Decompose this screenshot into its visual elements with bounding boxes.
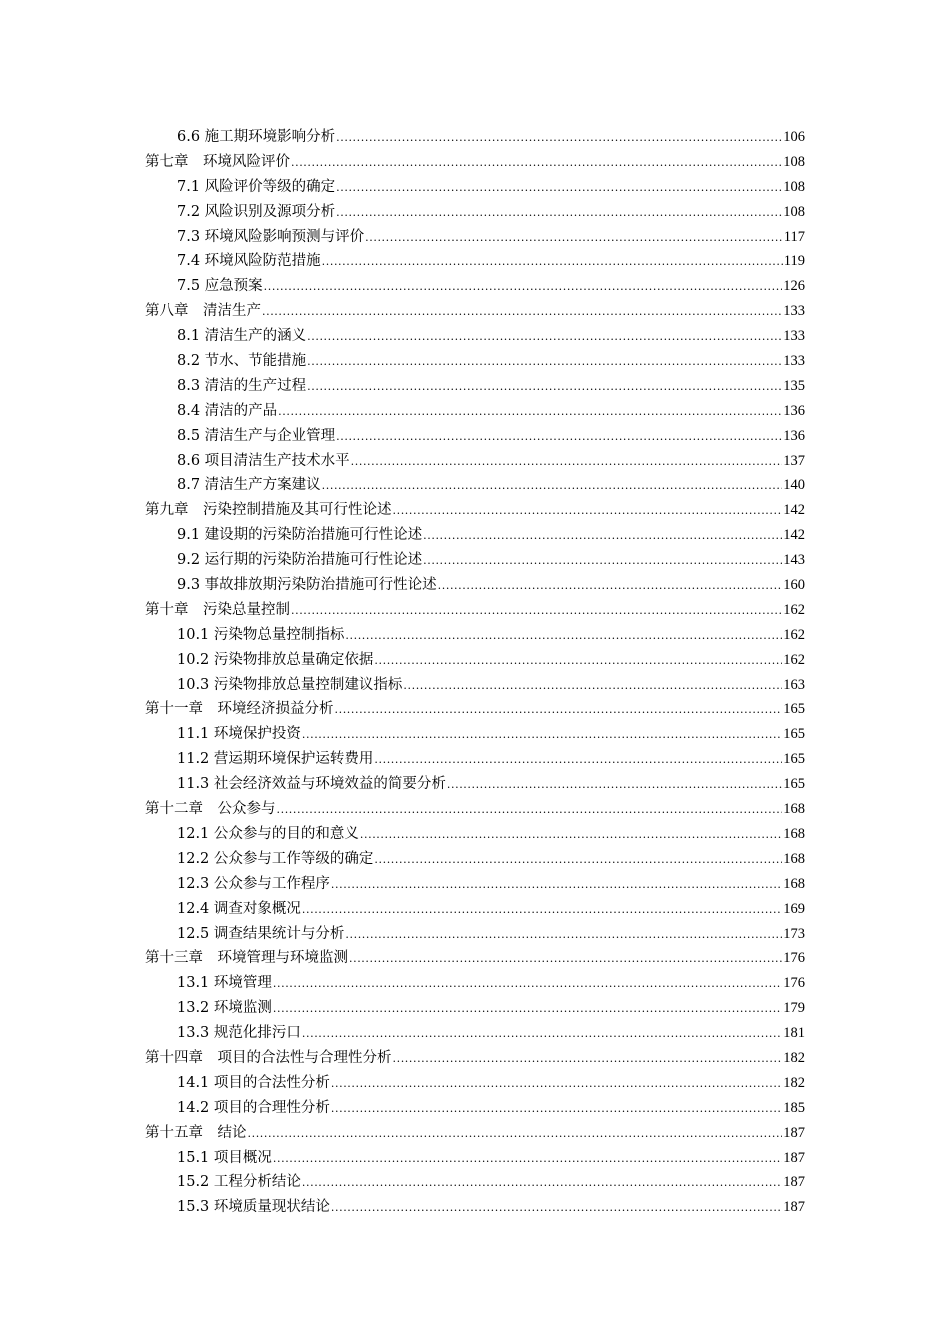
toc-entry-title: 7.2 风险识别及源项分析 [177, 203, 336, 220]
toc-section-entry[interactable] [145, 349, 805, 374]
toc-entry-title: 7.5 应急预案 [177, 278, 263, 295]
toc-entry-title: 11.1 环境保护投资 [177, 726, 301, 743]
toc-dot-leader [393, 499, 783, 524]
toc-dot-leader [264, 275, 783, 300]
toc-page-number: 133 [783, 303, 805, 320]
toc-page-number: 108 [783, 203, 805, 220]
toc-page-number: 133 [783, 353, 805, 370]
toc-section-entry[interactable] [145, 623, 805, 648]
toc-entry-title: 11.3 社会经济效益与环境效益的简要分析 [177, 776, 446, 793]
toc-dot-leader [336, 176, 782, 201]
toc-dot-leader [374, 649, 782, 674]
toc-entry-title: 8.2 节水、节能措施 [177, 353, 307, 370]
toc-entry-title: 第七章 环境风险评价 [145, 153, 290, 170]
toc-entry-title: 9.1 建设期的污染防治措施可行性论述 [177, 527, 423, 544]
toc-chapter-entry[interactable] [145, 299, 805, 324]
toc-entry-title: 9.3 事故排放期污染防治措施可行性论述 [177, 577, 437, 594]
toc-page-number: 162 [783, 626, 805, 643]
toc-page-number: 182 [783, 1049, 805, 1066]
toc-dot-leader [278, 400, 782, 425]
toc-entry-title: 第十五章 结论 [145, 1124, 247, 1141]
toc-dot-leader [345, 923, 782, 948]
toc-dot-leader [336, 425, 782, 450]
toc-section-entry[interactable] [145, 548, 805, 573]
toc-entry-title: 11.2 营运期环境保护运转费用 [177, 751, 374, 768]
toc-dot-leader [307, 350, 782, 375]
toc-page-number: 106 [783, 129, 805, 145]
toc-page-number: 162 [783, 601, 805, 618]
toc-entry-title: 7.3 环境风险影响预测与评价 [177, 228, 365, 245]
toc-dot-leader [322, 474, 783, 499]
toc-dot-leader [302, 723, 782, 748]
toc-entry-title: 7.4 环境风险防范措施 [177, 253, 321, 270]
toc-page-number: 133 [783, 328, 805, 345]
toc-dot-leader [374, 748, 782, 773]
toc-page-number: 160 [783, 577, 805, 594]
toc-entry-title: 第十四章 项目的合法性与合理性分析 [145, 1049, 392, 1066]
toc-entry-title: 第十三章 环境管理与环境监测 [145, 950, 348, 967]
toc-page-number: 126 [783, 278, 805, 295]
toc-page-number: 187 [783, 1174, 805, 1191]
toc-entry-title: 8.7 清洁生产方案建议 [177, 477, 321, 494]
toc-page-number: 165 [783, 701, 805, 718]
toc-dot-leader [331, 1072, 782, 1097]
toc-section-entry[interactable] [145, 1146, 805, 1171]
toc-entry-title: 15.3 环境质量现状结论 [177, 1199, 330, 1216]
toc-dot-leader [322, 250, 783, 275]
toc-dot-leader [302, 898, 782, 923]
toc-section-entry[interactable] [145, 922, 805, 947]
toc-section-entry[interactable] [145, 274, 805, 299]
toc-page-number: 135 [783, 377, 805, 394]
toc-dot-leader [273, 972, 782, 997]
toc-entry-title: 14.1 项目的合法性分析 [177, 1074, 330, 1091]
toc-section-entry[interactable] [145, 648, 805, 673]
toc-entry-title: 13.1 环境管理 [177, 975, 272, 992]
toc-page-number: 185 [783, 1099, 805, 1116]
toc-entry-title: 第九章 污染控制措施及其可行性论述 [145, 502, 392, 519]
toc-entry-title: 12.2 公众参与工作等级的确定 [177, 850, 374, 867]
toc-entry-title: 10.1 污染物总量控制指标 [177, 626, 345, 643]
toc-entry-title: 12.4 调查对象概况 [177, 900, 301, 917]
toc-page-number: 187 [783, 1124, 805, 1141]
toc-page-number: 163 [783, 676, 805, 693]
toc-dot-leader [277, 798, 783, 823]
toc-section-entry[interactable] [145, 175, 805, 200]
toc-entry-title: 第八章 清洁生产 [145, 303, 261, 320]
toc-chapter-entry[interactable] [145, 1121, 805, 1146]
toc-section-entry[interactable] [145, 573, 805, 598]
toc-page-number: 168 [783, 825, 805, 842]
toc-dot-leader [307, 325, 782, 350]
toc-dot-leader [403, 674, 782, 699]
toc-entry-title: 12.3 公众参与工作程序 [177, 875, 330, 892]
toc-page-number: 142 [783, 527, 805, 544]
toc-dot-leader [393, 1047, 783, 1072]
toc-page-number: 142 [783, 502, 805, 519]
toc-dot-leader [331, 1097, 782, 1122]
toc-entry-title: 15.1 项目概况 [177, 1149, 272, 1166]
toc-section-entry[interactable] [145, 996, 805, 1021]
toc-section-entry[interactable] [145, 473, 805, 498]
toc-entry-title: 9.2 运行期的污染防治措施可行性论述 [177, 552, 423, 569]
toc-dot-leader [349, 947, 782, 972]
toc-section-entry[interactable] [145, 523, 805, 548]
toc-dot-leader [262, 300, 782, 325]
toc-section-entry[interactable] [145, 673, 805, 698]
toc-page-number: 117 [783, 228, 805, 245]
toc-dot-leader [331, 1196, 782, 1221]
toc-page-number: 137 [783, 452, 805, 469]
toc-page-number: 165 [783, 776, 805, 793]
toc-page-number: 181 [783, 1025, 805, 1042]
toc-dot-leader [345, 624, 782, 649]
toc-dot-leader [302, 1171, 782, 1196]
toc-section-entry[interactable] [145, 1021, 805, 1046]
toc-entry-title: 12.5 调查结果统计与分析 [177, 925, 345, 942]
toc-dot-leader [331, 873, 782, 898]
toc-page-number: 173 [783, 925, 805, 942]
toc-section-entry[interactable] [145, 424, 805, 449]
toc-entry-title: 10.3 污染物排放总量控制建议指标 [177, 676, 403, 693]
toc-dot-leader [423, 549, 782, 574]
toc-dot-leader [336, 126, 782, 151]
toc-dot-leader [374, 848, 782, 873]
toc-dot-leader [336, 201, 782, 226]
toc-chapter-entry[interactable] [145, 946, 805, 971]
toc-entry-title: 第十一章 环境经济损益分析 [145, 701, 334, 718]
toc-page-number: 168 [783, 875, 805, 892]
toc-entry-title: 8.5 清洁生产与企业管理 [177, 427, 336, 444]
toc-section-entry[interactable] [145, 1071, 805, 1096]
toc-entry-title: 7.1 风险评价等级的确定 [177, 178, 336, 195]
toc-section-entry[interactable] [145, 249, 805, 274]
toc-dot-leader [360, 823, 782, 848]
toc-page-number: 169 [783, 900, 805, 917]
toc-dot-leader [273, 1147, 782, 1172]
toc-section-entry[interactable] [145, 847, 805, 872]
toc-page-number: 108 [783, 153, 805, 170]
toc-dot-leader [438, 574, 783, 599]
toc-section-entry[interactable] [145, 1096, 805, 1121]
toc-dot-leader [291, 599, 782, 624]
toc-entry-title: 第十章 污染总量控制 [145, 601, 290, 618]
toc-page-number: 140 [783, 477, 805, 494]
toc-page-number: 162 [783, 651, 805, 668]
toc-section-entry[interactable] [145, 125, 805, 150]
toc-chapter-entry[interactable] [145, 1046, 805, 1071]
toc-section-entry[interactable] [145, 722, 805, 747]
toc-page-number: 108 [783, 178, 805, 195]
toc-section-entry[interactable] [145, 1195, 805, 1220]
toc-page-number: 119 [783, 253, 805, 270]
toc-entry-title: 8.3 清洁的生产过程 [177, 377, 307, 394]
toc-chapter-entry[interactable] [145, 498, 805, 523]
toc-dot-leader [335, 698, 783, 723]
toc-section-entry[interactable] [145, 399, 805, 424]
toc-section-entry[interactable] [145, 747, 805, 772]
toc-page-number: 179 [783, 1000, 805, 1017]
toc-entry-title: 14.2 项目的合理性分析 [177, 1099, 330, 1116]
toc-entry-title: 6.6 施工期环境影响分析 [177, 129, 336, 145]
toc-dot-leader [273, 997, 782, 1022]
toc-dot-leader [291, 151, 782, 176]
toc-section-entry[interactable] [145, 449, 805, 474]
toc-page-number: 136 [783, 427, 805, 444]
toc-section-entry[interactable] [145, 374, 805, 399]
toc-entry-title: 12.1 公众参与的目的和意义 [177, 825, 359, 842]
toc-page-number: 176 [783, 950, 805, 967]
toc-page-number: 165 [783, 751, 805, 768]
toc-entry-title: 8.1 清洁生产的涵义 [177, 328, 307, 345]
toc-dot-leader [351, 450, 783, 475]
toc-dot-leader [365, 226, 783, 251]
toc-chapter-entry[interactable] [145, 150, 805, 175]
toc-section-entry[interactable] [145, 872, 805, 897]
toc-entry-title: 13.3 规范化排污口 [177, 1025, 301, 1042]
toc-page-number: 187 [783, 1199, 805, 1216]
toc-section-entry[interactable] [145, 200, 805, 225]
toc-page-number: 165 [783, 726, 805, 743]
toc-chapter-entry[interactable] [145, 797, 805, 822]
toc-section-entry[interactable] [145, 971, 805, 996]
toc-chapter-entry[interactable] [145, 598, 805, 623]
toc-page-number: 187 [783, 1149, 805, 1166]
toc-chapter-entry[interactable] [145, 697, 805, 722]
toc-section-entry[interactable] [145, 1170, 805, 1195]
toc-page-number: 176 [783, 975, 805, 992]
toc-dot-leader [248, 1122, 783, 1147]
toc-section-entry[interactable] [145, 772, 805, 797]
toc-page-number: 182 [783, 1074, 805, 1091]
toc-section-entry[interactable] [145, 897, 805, 922]
toc-entry-title: 10.2 污染物排放总量确定依据 [177, 651, 374, 668]
toc-dot-leader [447, 773, 782, 798]
toc-section-entry[interactable] [145, 822, 805, 847]
toc-dot-leader [423, 524, 782, 549]
toc-entry-title: 8.4 清洁的产品 [177, 402, 278, 419]
table-of-contents [145, 125, 805, 1220]
toc-entry-title: 第十二章 公众参与 [145, 801, 276, 818]
toc-page-number: 136 [783, 402, 805, 419]
toc-entry-title: 13.2 环境监测 [177, 1000, 272, 1017]
toc-section-entry[interactable] [145, 324, 805, 349]
toc-page-number: 168 [783, 801, 805, 818]
toc-entry-title: 8.6 项目清洁生产技术水平 [177, 452, 350, 469]
toc-page-number: 143 [783, 552, 805, 569]
toc-page-number: 168 [783, 850, 805, 867]
toc-section-entry[interactable] [145, 225, 805, 250]
toc-dot-leader [307, 375, 782, 400]
toc-dot-leader [302, 1022, 782, 1047]
toc-entry-title: 15.2 工程分析结论 [177, 1174, 301, 1191]
